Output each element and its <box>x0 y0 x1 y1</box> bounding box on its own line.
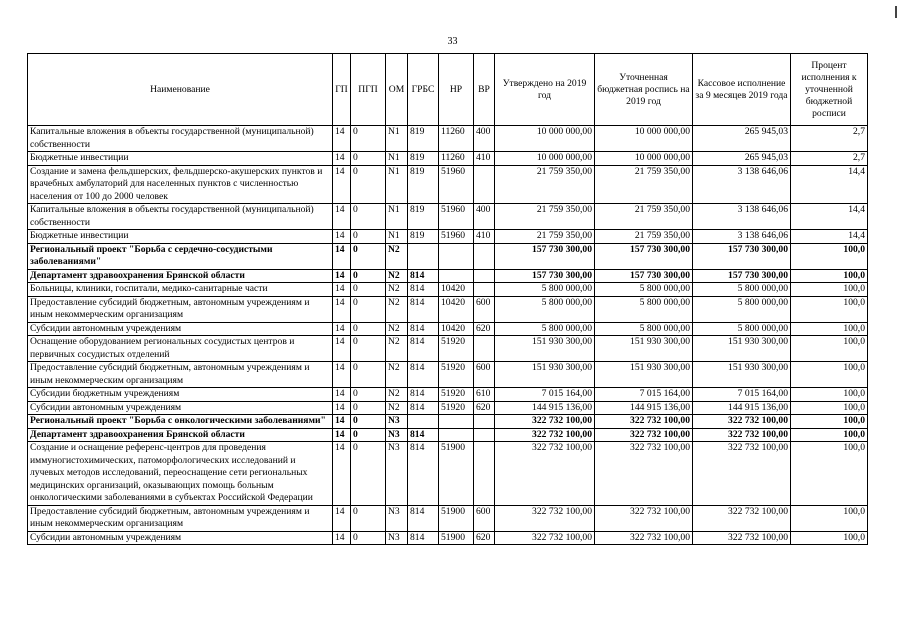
budget-table <box>27 53 868 545</box>
cell-name: Департамент здравоохранения Брянской области <box>28 428 333 442</box>
cell-vr <box>474 283 495 297</box>
table-row <box>28 152 868 166</box>
table-row <box>28 283 868 297</box>
table-body <box>28 126 868 545</box>
cell-percent: 2,7 <box>791 126 868 152</box>
cell-percent: 100,0 <box>791 362 868 388</box>
cell-vr: 410 <box>474 152 495 166</box>
header-refined: Уточненная бюджетная роспись на 2019 год <box>595 54 693 126</box>
table-row <box>28 322 868 336</box>
cell-om: N3 <box>386 442 408 506</box>
cell-cash: 322 732 100,00 <box>693 531 791 545</box>
cell-cash: 265 945,03 <box>693 126 791 152</box>
cell-approved: 322 732 100,00 <box>495 531 595 545</box>
cell-approved: 10 000 000,00 <box>495 126 595 152</box>
cell-vr: 620 <box>474 401 495 415</box>
cell-gp: 14 <box>333 126 351 152</box>
cell-approved: 151 930 300,00 <box>495 336 595 362</box>
table-row <box>28 442 868 506</box>
cell-cash: 157 730 300,00 <box>693 269 791 283</box>
cell-pgp: 0 <box>351 126 386 152</box>
cell-name: Бюджетные инвестиции <box>28 152 333 166</box>
cell-approved: 10 000 000,00 <box>495 152 595 166</box>
cell-pgp: 0 <box>351 230 386 244</box>
cell-approved: 5 800 000,00 <box>495 322 595 336</box>
cell-gp: 14 <box>333 442 351 506</box>
cell-approved: 322 732 100,00 <box>495 415 595 429</box>
cell-pgp: 0 <box>351 296 386 322</box>
cell-percent: 100,0 <box>791 269 868 283</box>
cell-vr: 610 <box>474 388 495 402</box>
header-np: НР <box>439 54 474 126</box>
header-name: Наименование <box>28 54 333 126</box>
cell-cash: 322 732 100,00 <box>693 442 791 506</box>
cell-grbs: 814 <box>408 269 439 283</box>
cell-gp: 14 <box>333 531 351 545</box>
cell-np: 10420 <box>439 283 474 297</box>
cell-refined: 10 000 000,00 <box>595 152 693 166</box>
cell-om: N3 <box>386 415 408 429</box>
table-header-row <box>28 54 868 126</box>
cell-grbs: 814 <box>408 336 439 362</box>
cell-gp: 14 <box>333 165 351 204</box>
cell-om: N2 <box>386 296 408 322</box>
cell-name: Субсидии автономным учреждениям <box>28 401 333 415</box>
cell-cash: 5 800 000,00 <box>693 296 791 322</box>
cell-refined: 21 759 350,00 <box>595 230 693 244</box>
page-edge-mark <box>895 6 897 18</box>
cell-pgp: 0 <box>351 322 386 336</box>
cell-vr: 410 <box>474 230 495 244</box>
cell-np: 51900 <box>439 505 474 531</box>
cell-approved: 151 930 300,00 <box>495 362 595 388</box>
cell-gp: 14 <box>333 322 351 336</box>
cell-grbs: 814 <box>408 296 439 322</box>
cell-name: Больницы, клиники, госпитали, медико-санитарные части <box>28 283 333 297</box>
cell-pgp: 0 <box>351 152 386 166</box>
cell-approved: 144 915 136,00 <box>495 401 595 415</box>
table-row <box>28 165 868 204</box>
cell-cash: 144 915 136,00 <box>693 401 791 415</box>
cell-np: 11260 <box>439 152 474 166</box>
cell-cash: 157 730 300,00 <box>693 243 791 269</box>
cell-pgp: 0 <box>351 388 386 402</box>
cell-name: Субсидии автономным учреждениям <box>28 322 333 336</box>
cell-cash: 322 732 100,00 <box>693 428 791 442</box>
cell-pgp: 0 <box>351 243 386 269</box>
cell-approved: 5 800 000,00 <box>495 283 595 297</box>
cell-grbs: 819 <box>408 152 439 166</box>
cell-om: N2 <box>386 401 408 415</box>
cell-np: 51960 <box>439 165 474 204</box>
cell-percent: 14,4 <box>791 230 868 244</box>
cell-percent: 100,0 <box>791 243 868 269</box>
cell-vr: 600 <box>474 362 495 388</box>
cell-om: N2 <box>386 243 408 269</box>
cell-pgp: 0 <box>351 428 386 442</box>
cell-approved: 21 759 350,00 <box>495 204 595 230</box>
cell-np: 51960 <box>439 204 474 230</box>
table-row <box>28 505 868 531</box>
cell-np <box>439 269 474 283</box>
page-number: 33 <box>447 36 458 47</box>
table-row <box>28 362 868 388</box>
cell-gp: 14 <box>333 336 351 362</box>
table-row <box>28 388 868 402</box>
cell-cash: 322 732 100,00 <box>693 415 791 429</box>
cell-om: N2 <box>386 388 408 402</box>
cell-grbs <box>408 415 439 429</box>
cell-pgp: 0 <box>351 505 386 531</box>
cell-om: N2 <box>386 283 408 297</box>
cell-om: N2 <box>386 269 408 283</box>
cell-name: Субсидии бюджетным учреждениям <box>28 388 333 402</box>
cell-pgp: 0 <box>351 283 386 297</box>
cell-grbs: 814 <box>408 322 439 336</box>
cell-grbs: 819 <box>408 204 439 230</box>
cell-refined: 157 730 300,00 <box>595 243 693 269</box>
cell-name: Бюджетные инвестиции <box>28 230 333 244</box>
cell-name: Создание и замена фельдшерских, фельдшерско-акушерских пунктов и врачебных амбулаторий для населенных пунктов с численностью населения от 100 до 2000 человек <box>28 165 333 204</box>
cell-vr: 620 <box>474 531 495 545</box>
cell-refined: 10 000 000,00 <box>595 126 693 152</box>
cell-refined: 322 732 100,00 <box>595 428 693 442</box>
cell-om: N1 <box>386 165 408 204</box>
cell-name: Департамент здравоохранения Брянской области <box>28 269 333 283</box>
cell-refined: 322 732 100,00 <box>595 442 693 506</box>
cell-om: N2 <box>386 362 408 388</box>
cell-gp: 14 <box>333 388 351 402</box>
cell-cash: 151 930 300,00 <box>693 336 791 362</box>
table-row <box>28 243 868 269</box>
cell-pgp: 0 <box>351 442 386 506</box>
cell-name: Предоставление субсидий бюджетным, автономным учреждениям и иным некоммерческим организациям <box>28 362 333 388</box>
cell-grbs: 819 <box>408 230 439 244</box>
header-pgp: ПГП <box>351 54 386 126</box>
cell-grbs: 814 <box>408 283 439 297</box>
cell-om: N3 <box>386 505 408 531</box>
cell-pgp: 0 <box>351 401 386 415</box>
cell-vr <box>474 269 495 283</box>
cell-approved: 322 732 100,00 <box>495 505 595 531</box>
cell-vr <box>474 243 495 269</box>
cell-name: Капитальные вложения в объекты государственной (муниципальной) собственности <box>28 126 333 152</box>
cell-np: 51920 <box>439 388 474 402</box>
cell-om: N2 <box>386 322 408 336</box>
cell-refined: 322 732 100,00 <box>595 415 693 429</box>
cell-refined: 7 015 164,00 <box>595 388 693 402</box>
cell-refined: 151 930 300,00 <box>595 362 693 388</box>
cell-grbs: 814 <box>408 401 439 415</box>
cell-name: Оснащение оборудованием региональных сосудистых центров и первичных сосудистых отделений <box>28 336 333 362</box>
cell-percent: 100,0 <box>791 296 868 322</box>
cell-percent: 100,0 <box>791 505 868 531</box>
cell-pgp: 0 <box>351 165 386 204</box>
cell-pgp: 0 <box>351 531 386 545</box>
table-row <box>28 230 868 244</box>
cell-approved: 157 730 300,00 <box>495 269 595 283</box>
cell-grbs: 814 <box>408 428 439 442</box>
cell-cash: 151 930 300,00 <box>693 362 791 388</box>
cell-percent: 100,0 <box>791 531 868 545</box>
cell-refined: 21 759 350,00 <box>595 204 693 230</box>
cell-gp: 14 <box>333 401 351 415</box>
cell-pgp: 0 <box>351 362 386 388</box>
table-row <box>28 269 868 283</box>
cell-approved: 5 800 000,00 <box>495 296 595 322</box>
cell-vr <box>474 336 495 362</box>
cell-vr <box>474 415 495 429</box>
cell-gp: 14 <box>333 283 351 297</box>
cell-cash: 3 138 646,06 <box>693 165 791 204</box>
cell-grbs: 819 <box>408 165 439 204</box>
cell-percent: 100,0 <box>791 336 868 362</box>
cell-grbs: 819 <box>408 126 439 152</box>
cell-vr <box>474 165 495 204</box>
header-vr: ВР <box>474 54 495 126</box>
cell-percent: 14,4 <box>791 165 868 204</box>
cell-gp: 14 <box>333 296 351 322</box>
cell-gp: 14 <box>333 505 351 531</box>
table-row <box>28 401 868 415</box>
cell-approved: 7 015 164,00 <box>495 388 595 402</box>
cell-grbs: 814 <box>408 442 439 506</box>
cell-approved: 157 730 300,00 <box>495 243 595 269</box>
cell-gp: 14 <box>333 204 351 230</box>
cell-np: 51960 <box>439 230 474 244</box>
cell-gp: 14 <box>333 243 351 269</box>
cell-pgp: 0 <box>351 336 386 362</box>
cell-cash: 265 945,03 <box>693 152 791 166</box>
cell-cash: 7 015 164,00 <box>693 388 791 402</box>
cell-refined: 5 800 000,00 <box>595 322 693 336</box>
cell-np <box>439 415 474 429</box>
cell-percent: 100,0 <box>791 401 868 415</box>
table-row <box>28 415 868 429</box>
cell-grbs: 814 <box>408 505 439 531</box>
cell-np: 10420 <box>439 296 474 322</box>
cell-np: 51900 <box>439 531 474 545</box>
table-row <box>28 428 868 442</box>
cell-percent: 14,4 <box>791 204 868 230</box>
cell-pgp: 0 <box>351 269 386 283</box>
cell-name: Создание и оснащение референс-центров для проведения иммуногистохимических, патоморфологических исследований и лучевых методов исследований, переоснащение сети региональных медицинских организаций, оказывающих помощь больным онкологическими заболеваниями в субъектах Российской Федерации <box>28 442 333 506</box>
cell-om: N1 <box>386 152 408 166</box>
cell-approved: 21 759 350,00 <box>495 230 595 244</box>
cell-cash: 3 138 646,06 <box>693 230 791 244</box>
cell-vr <box>474 428 495 442</box>
header-cash: Кассовое исполнение за 9 месяцев 2019 года <box>693 54 791 126</box>
cell-name: Предоставление субсидий бюджетным, автономным учреждениям и иным некоммерческим организациям <box>28 296 333 322</box>
cell-grbs: 814 <box>408 388 439 402</box>
cell-refined: 151 930 300,00 <box>595 336 693 362</box>
cell-gp: 14 <box>333 230 351 244</box>
cell-pgp: 0 <box>351 204 386 230</box>
cell-np: 51920 <box>439 336 474 362</box>
cell-refined: 322 732 100,00 <box>595 531 693 545</box>
table-row <box>28 204 868 230</box>
cell-refined: 5 800 000,00 <box>595 283 693 297</box>
cell-np: 51920 <box>439 362 474 388</box>
cell-percent: 100,0 <box>791 428 868 442</box>
cell-om: N2 <box>386 336 408 362</box>
cell-om: N3 <box>386 531 408 545</box>
cell-vr: 600 <box>474 505 495 531</box>
cell-gp: 14 <box>333 415 351 429</box>
cell-vr: 400 <box>474 126 495 152</box>
cell-name: Предоставление субсидий бюджетным, автономным учреждениям и иным некоммерческим организациям <box>28 505 333 531</box>
cell-refined: 21 759 350,00 <box>595 165 693 204</box>
table-row <box>28 531 868 545</box>
cell-gp: 14 <box>333 362 351 388</box>
cell-om: N3 <box>386 428 408 442</box>
cell-pgp: 0 <box>351 415 386 429</box>
header-approved: Утверждено на 2019 год <box>495 54 595 126</box>
cell-vr: 620 <box>474 322 495 336</box>
cell-percent: 100,0 <box>791 322 868 336</box>
cell-name: Капитальные вложения в объекты государственной (муниципальной) собственности <box>28 204 333 230</box>
cell-vr: 600 <box>474 296 495 322</box>
cell-om: N1 <box>386 126 408 152</box>
cell-cash: 322 732 100,00 <box>693 505 791 531</box>
cell-gp: 14 <box>333 269 351 283</box>
cell-approved: 21 759 350,00 <box>495 165 595 204</box>
cell-grbs: 814 <box>408 362 439 388</box>
cell-name: Субсидии автономным учреждениям <box>28 531 333 545</box>
cell-gp: 14 <box>333 428 351 442</box>
cell-percent: 2,7 <box>791 152 868 166</box>
cell-refined: 322 732 100,00 <box>595 505 693 531</box>
cell-name: Региональный проект "Борьба с онкологическими заболеваниями" <box>28 415 333 429</box>
cell-np: 10420 <box>439 322 474 336</box>
cell-om: N1 <box>386 230 408 244</box>
cell-np: 11260 <box>439 126 474 152</box>
cell-percent: 100,0 <box>791 283 868 297</box>
cell-vr <box>474 442 495 506</box>
cell-refined: 5 800 000,00 <box>595 296 693 322</box>
header-gp: ГП <box>333 54 351 126</box>
cell-approved: 322 732 100,00 <box>495 428 595 442</box>
cell-percent: 100,0 <box>791 388 868 402</box>
cell-cash: 3 138 646,06 <box>693 204 791 230</box>
table-row <box>28 336 868 362</box>
cell-refined: 157 730 300,00 <box>595 269 693 283</box>
header-om: ОМ <box>386 54 408 126</box>
cell-om: N1 <box>386 204 408 230</box>
cell-np <box>439 243 474 269</box>
cell-np: 51920 <box>439 401 474 415</box>
cell-vr: 400 <box>474 204 495 230</box>
cell-np: 51900 <box>439 442 474 506</box>
cell-cash: 5 800 000,00 <box>693 322 791 336</box>
cell-cash: 5 800 000,00 <box>693 283 791 297</box>
cell-refined: 144 915 136,00 <box>595 401 693 415</box>
table-row <box>28 126 868 152</box>
cell-np <box>439 428 474 442</box>
table-row <box>28 296 868 322</box>
header-grbs: ГРБС <box>408 54 439 126</box>
cell-name: Региональный проект "Борьба с сердечно-сосудистыми заболеваниями" <box>28 243 333 269</box>
cell-percent: 100,0 <box>791 415 868 429</box>
cell-approved: 322 732 100,00 <box>495 442 595 506</box>
cell-grbs: 814 <box>408 531 439 545</box>
header-percent: Процент исполнения к уточненной бюджетной росписи <box>791 54 868 126</box>
cell-grbs <box>408 243 439 269</box>
cell-percent: 100,0 <box>791 442 868 506</box>
cell-gp: 14 <box>333 152 351 166</box>
